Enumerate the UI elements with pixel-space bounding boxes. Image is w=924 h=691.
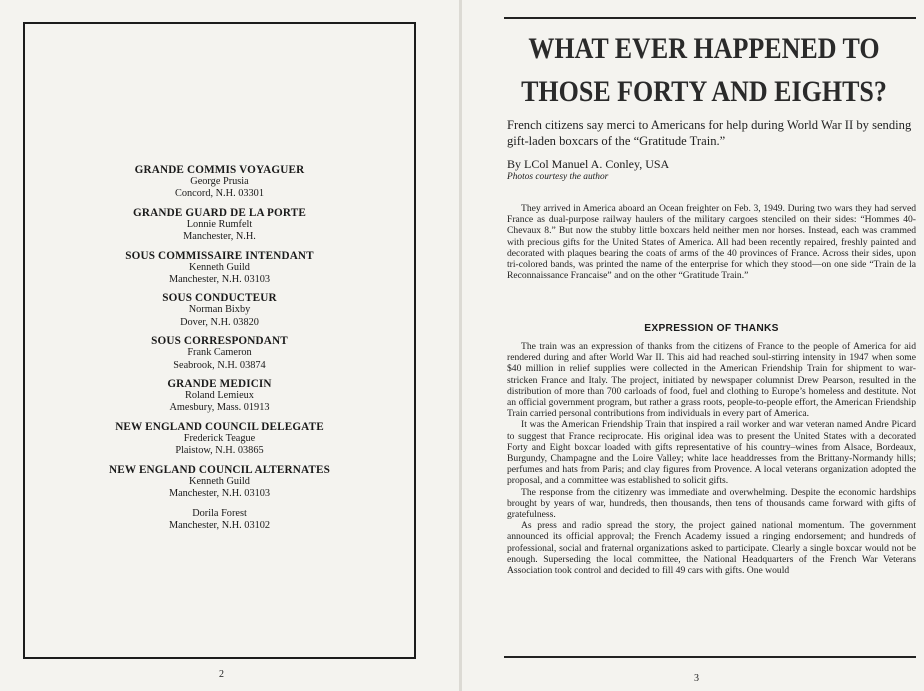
roster-name: Lonnie Rumfelt bbox=[186, 218, 253, 230]
body-paragraph: It was the American Friendship Train that inspired a rail worker and war veteran named Andre Picard to suggest that France reciprocate. His original idea was to present the United States with a decorated Forty and Eight boxcar loaded with gifts representative of his country–wines from Alsace, Bordeaux, Burgundy, Champagne and the Loire Valley; white lace headdresses from the Brittany-Normandy hills; perfumes and hats from Paris; and clay figures from Provence. A local veterans organization adopted the proposal, and a committee was established to solicit gifts. bbox=[507, 419, 916, 487]
roster-address: Manchester, N.H. bbox=[183, 231, 256, 243]
subtitle: French citizens say merci to Americans for help during World War II by sending gift-laden boxcars of the “Gratitude Train.” bbox=[507, 118, 912, 148]
intro-paragraph bbox=[507, 203, 916, 281]
roster-address: Amesbury, Mass. 01913 bbox=[169, 402, 270, 414]
roster-name: Roland Lemieux bbox=[185, 390, 254, 402]
roster-name: Dorila Forest bbox=[192, 507, 247, 519]
roster-role: GRANDE MEDICIN bbox=[167, 378, 272, 391]
byline: By LCol Manuel A. Conley, USA bbox=[507, 157, 670, 171]
roster-role: NEW ENGLAND COUNCIL DELEGATE bbox=[115, 420, 324, 433]
section-heading: EXPRESSION OF THANKS bbox=[644, 323, 779, 334]
roster-address: Manchester, N.H. 03102 bbox=[168, 519, 271, 531]
roster-address: Manchester, N.H. 03103 bbox=[168, 488, 271, 500]
roster-role: SOUS CORRESPONDANT bbox=[151, 335, 288, 348]
roster-address: Plaistow, N.H. 03865 bbox=[175, 445, 264, 457]
intro-paragraph-text: They arrived in America aboard an Ocean freighter on Feb. 3, 1949. During two wars they had served France as dual-purpose railway haulers of the military cargoes stenciled on their sides: “Hommes 40-Chevaux 8.” But now the stubby little boxcars held neither men nor horses. Instead, each was crammed with precious gifts for the United States of America. All had been recently repaired, freshly painted and decorated with plaques bearing the coats of arms of the 40 provinces of France. Across their sides, upon tri-colored bands, was printed the name of the enterprise for which they stood—on one side “Train de la Reconnaissance Francaise” and on the other “Gratitude Train.” bbox=[507, 203, 916, 282]
roster-role: SOUS COMMISSAIRE INTENDANT bbox=[125, 249, 314, 262]
roster-gap bbox=[25, 501, 414, 508]
right-page bbox=[462, 0, 924, 691]
roster-name: Kenneth Guild bbox=[189, 261, 250, 273]
roster-role: GRANDE GUARD DE LA PORTE bbox=[133, 206, 306, 219]
roster-name: Kenneth Guild bbox=[189, 475, 250, 487]
roster-address: Concord, N.H. 03301 bbox=[175, 188, 264, 200]
body-paragraph: The train was an expression of thanks from the citizens of France to the people of America for aid rendered during and after World War II. This aid had reached soul-stirring intensity in 1947 when some $40 million in relief supplies were collected in the American Friendship Train for shipment to war-stricken France and Italy. The project, initiated by newspaper columnist Drew Pearson, resulted in the distribution of more than 700 carloads of food, fuel and clothing to Europe’s homeless and destitute. Not an official government program, but rather a grass roots, people-to-people effort, the American Friendship Train carried personal contributions from individuals in every part of America. bbox=[507, 341, 916, 420]
roster-role: GRANDE COMMIS VOYAGUER bbox=[134, 164, 305, 176]
roster-address: Seabrook, N.H. 03874 bbox=[173, 359, 266, 371]
headline-line-1: WHAT EVER HAPPENED TO bbox=[528, 31, 880, 66]
roster-address: Manchester, N.H. 03103 bbox=[168, 274, 271, 286]
roster-name: Norman Bixby bbox=[188, 304, 251, 316]
roster-role: NEW ENGLAND COUNCIL ALTERNATES bbox=[109, 463, 330, 476]
officer-roster bbox=[25, 164, 414, 532]
page-number-right: 3 bbox=[694, 673, 699, 684]
photo-credit: Photos courtesy the author bbox=[507, 172, 609, 182]
body-paragraph: As press and radio spread the story, the project gained national momentum. The government announced its official approval; the French Academy issued a ringing endorsement; and hundreds of professional, social and fraternal organizations asked to participate. Clearly a single boxcar would not be enough. Superseding the local committee, the National Headquarters of the French War Veterans Association took control and decided to fill 49 cars with gifts. One would bbox=[507, 520, 916, 577]
roster-name: Frank Cameron bbox=[187, 347, 252, 359]
page-number-left: 2 bbox=[219, 669, 224, 680]
body-paragraphs bbox=[507, 341, 916, 576]
roster-role: SOUS CONDUCTEUR bbox=[162, 292, 277, 305]
top-rule bbox=[504, 17, 916, 19]
headline-line-2: THOSE FORTY AND EIGHTS? bbox=[521, 74, 887, 109]
officer-roster-box bbox=[23, 22, 416, 659]
body-paragraph: The response from the citizenry was immediate and overwhelming. Despite the economic hardships brought by years of war, hundreds, then thousands, then tens of thousands came forward with gifts of gratefulness. bbox=[507, 486, 916, 521]
bottom-rule bbox=[504, 656, 916, 658]
roster-name: Frederick Teague bbox=[183, 432, 256, 444]
roster-address: Dover, N.H. 03820 bbox=[180, 316, 259, 328]
roster-name: George Prusia bbox=[190, 176, 249, 187]
